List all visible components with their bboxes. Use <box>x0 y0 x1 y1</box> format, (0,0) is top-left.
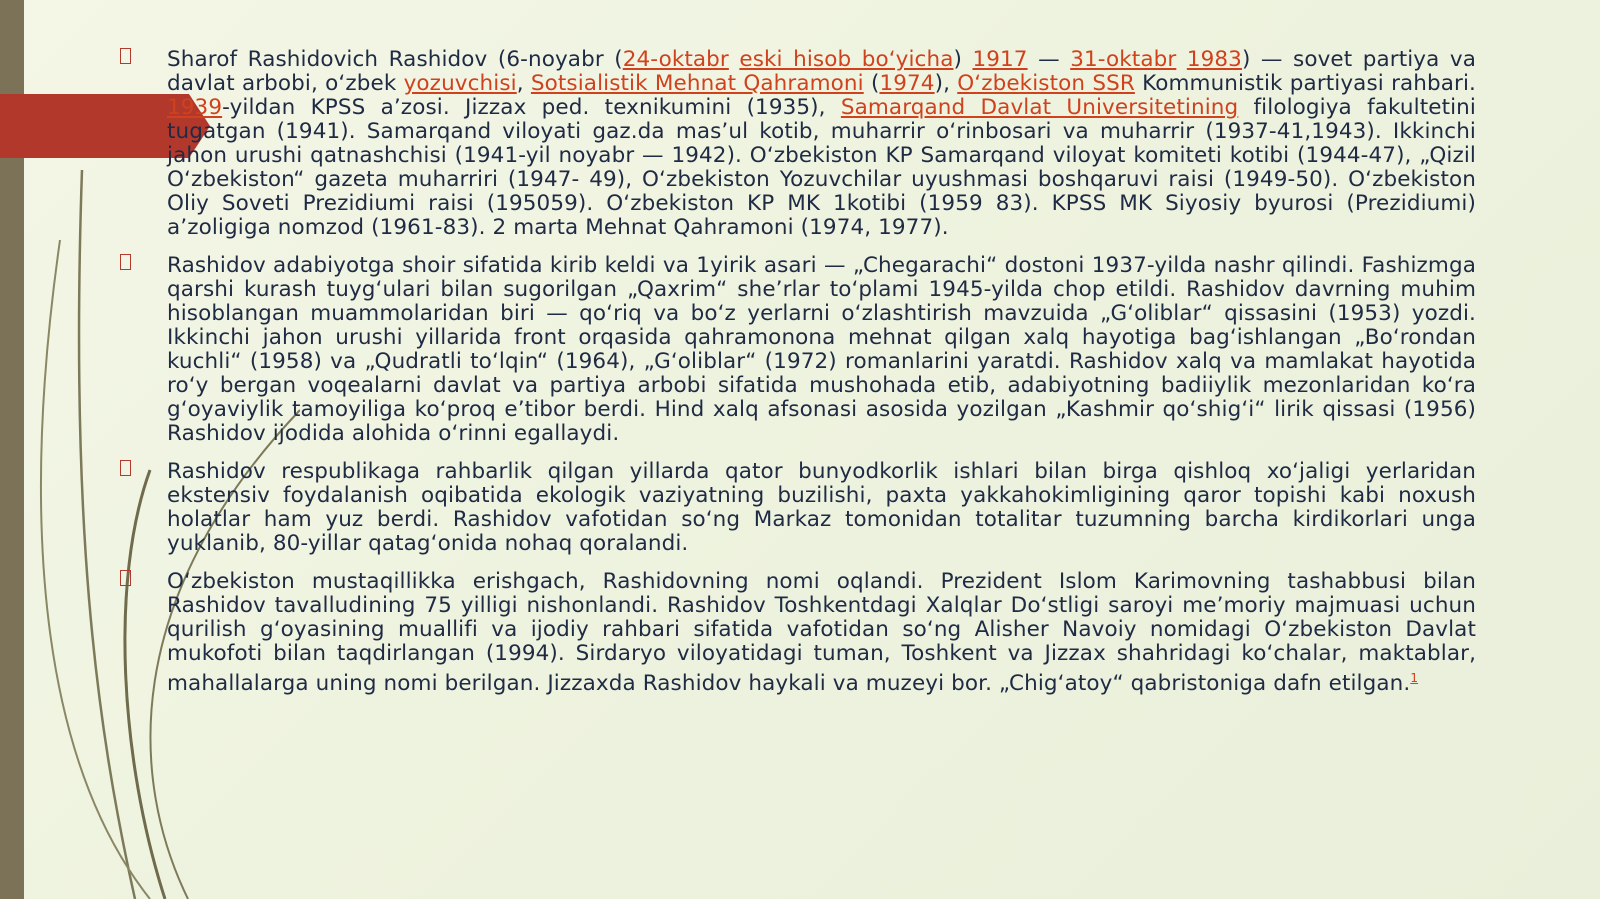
text-run <box>729 47 740 72</box>
text-run <box>1176 47 1187 72</box>
text-run: O‘zbekiston mustaqillikka erishgach, Rashidovning nomi oqlandi. Prezident Islom Karimovning tashabbusi bilan Rashidov tavalludining 75 yilligi nishonlandi. Rashidov Toshkentdagi Xalqlar Do‘stligi saroyi me’moriy majmuasi uchun qurilish g‘oyasining muallifi va ijodiy rahbari sifatida vafotidan so‘ng Alisher Navoiy nomidagi O‘zbekiston Davlat mukofoti bilan taqdirlangan (1994). Sirdaryo viloyatidagi tuman, Toshkent va Jizzax shahridagi ko‘chalar, maktablar, mahallalarga uning nomi berilgan. Jizzaxda Rashidov haykali va muzeyi bor. „Chig‘atoy“ qabristoniga dafn etilgan. <box>167 569 1476 697</box>
hyperlink[interactable]: 31-oktabr <box>1070 47 1177 72</box>
missing-glyph-box-icon <box>120 570 131 586</box>
footnote-link[interactable]: 1 <box>1410 671 1419 685</box>
missing-glyph-box-icon <box>120 460 131 476</box>
text-run: Rashidov respublikaga rahbarlik qilgan yillarda qator bunyodkorlik ishlari bilan birga qishloq xo‘jaligi yerlaridan ekstensiv foydalanish oqibatida ekologik vaziyatning buzilishi, paxta yakkahokimligining qaror topishi kabi noxush holatlar ham yuz berdi. Rashidov vafotidan so‘ng Markaz tomonidan totalitar tuzumning barcha kirdikorlari unga yuklanib, 80-yillar qatag‘onida nohaq qoralandi. <box>167 459 1476 556</box>
hyperlink[interactable]: 1974 <box>879 71 935 96</box>
hyperlink[interactable]: Samarqand Davlat Universitetining <box>840 95 1239 120</box>
paragraph-text <box>167 48 1476 240</box>
missing-glyph-box-icon <box>120 254 131 270</box>
text-run: ) <box>953 47 973 72</box>
paragraph-text <box>167 254 1476 446</box>
text-run: Kommunistik partiyasi rahbari. <box>1134 71 1476 96</box>
text-run: ) — sovet partiya va davlat arbobi, o‘zbek <box>167 47 1476 96</box>
hyperlink[interactable]: 1939 <box>167 95 223 120</box>
text-run: filologiya fakultetini tugatgan (1941). Samarqand viloyati gaz.da mas’ul kotib, muharrir o‘rinbosari va muharrir (1937-41,1943). Ikkinchi jahon urushi qatnashchisi (1941-yil noyabr — 1942). O‘zbekiston KP Samarqand viloyat komiteti kotibi (1944-47), „Qizil O‘zbekiston“ gazeta muharriri (1947- 49), O‘zbekiston Yozuvchilar uyushmasi boshqaruvi raisi (1949-50). O‘zbekiston Oliy Soveti Prezidiumi raisi (195059). O‘zbekiston KP MK 1kotibi (1959 83). KPSS MK Siyosiy byurosi (Prezidiumi) a’zoligiga nomzod (1961-83). 2 marta Mehnat Qahramoni (1974, 1977). <box>167 95 1476 240</box>
text-run: Rashidov adabiyotga shoir sifatida kirib keldi va 1yirik asari — „Chegarachi“ dostoni 1937-yilda nashr qilindi. Fashizmga qarshi kurash tuyg‘ulari bilan sugorilgan „Qaxrim“ she’rlar to‘plami 1945-yilda chop etildi. Rashidov davrning muhim hisoblangan muammolaridan biri — qo‘riq va bo‘z yerlarni o‘zlashtirish mavzuida „G‘oliblar“ qissasini (1953) yozdi. Ikkinchi jahon urushi yillarida front orqasida qahramonona mehnat qilgan xalq hayotiga bag‘ishlangan „Bo‘rondan kuchli“ (1958) va „Qudratli to‘lqin“ (1964), „G‘oliblar“ (1972) romanlarini yaratdi. Rashidov xalq va mamlakat hayotida ro‘y bergan voqealarni davlat va partiya arbobi sifatida mushohada etib, adabiyotning badiiylik mezonlaridan ko‘ra g‘oyaviylik tamoyiliga ko‘proq e’tibor berdi. Hind xalq afsonasi asosida yozilgan „Kashmir qo‘shig‘i“ lirik qissasi (1956) Rashidov ijodida alohida o‘rinni egallaydi. <box>167 253 1476 446</box>
slide-content <box>118 48 1476 710</box>
paragraph-text <box>167 570 1476 696</box>
hyperlink[interactable]: O‘zbekiston SSR <box>957 71 1135 96</box>
hyperlink[interactable]: 24-oktabr <box>622 47 729 72</box>
bullet-paragraph <box>118 570 1476 696</box>
hyperlink[interactable]: yozuvchisi <box>403 71 517 96</box>
text-run: Sharof Rashidovich Rashidov (6-noyabr ( <box>167 47 623 72</box>
hyperlink[interactable]: 1983 <box>1186 47 1242 72</box>
text-run: -yildan KPSS a’zosi. Jizzax ped. texnikumini (1935), <box>222 95 841 120</box>
missing-glyph-box-icon <box>120 48 131 64</box>
text-run: — <box>1027 47 1071 72</box>
bullet-paragraph <box>118 460 1476 556</box>
text-run: , <box>516 71 531 96</box>
bullet-paragraph <box>118 48 1476 240</box>
text-run: ( <box>863 71 880 96</box>
text-run: ), <box>934 71 958 96</box>
hyperlink[interactable]: eski hisob bo‘yicha <box>739 47 954 72</box>
bullet-paragraph <box>118 254 1476 446</box>
paragraph-text <box>167 460 1476 556</box>
hyperlink[interactable]: Sotsialistik Mehnat Qahramoni <box>530 71 864 96</box>
hyperlink[interactable]: 1917 <box>972 47 1028 72</box>
